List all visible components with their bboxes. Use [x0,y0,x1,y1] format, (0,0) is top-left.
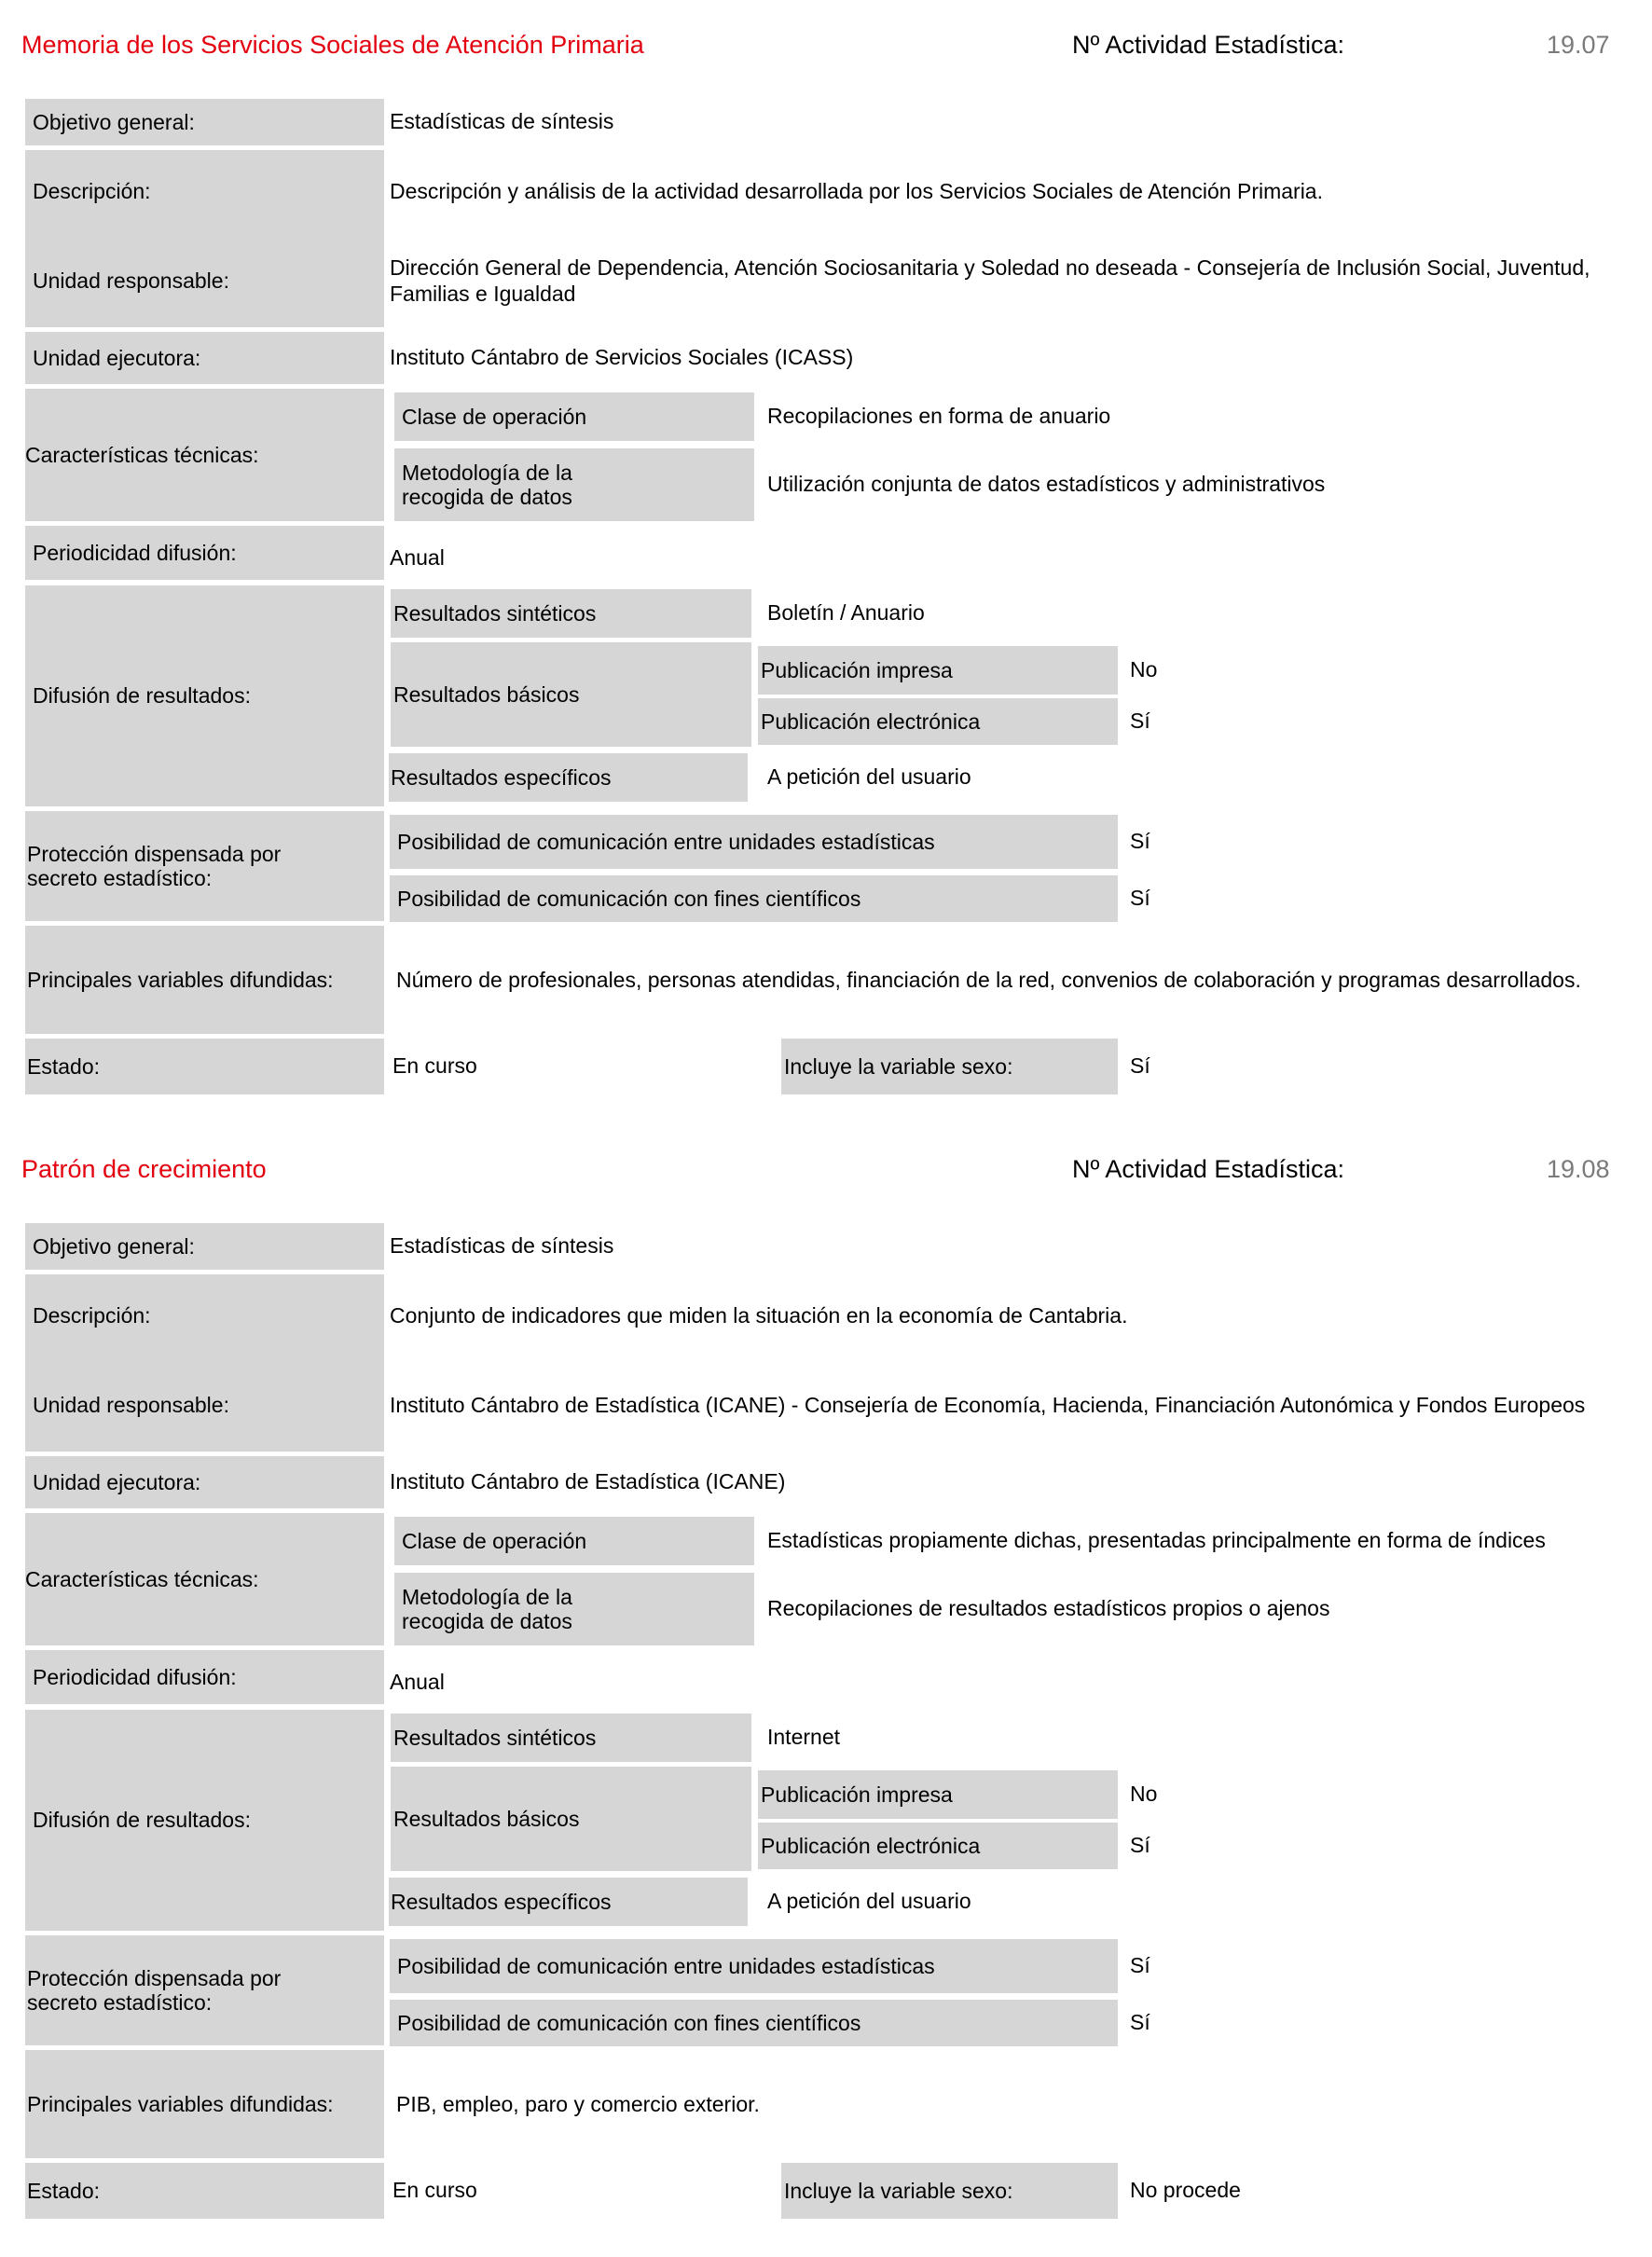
res-sinteticos-value: Boletín / Anuario [767,600,925,626]
estado-label: Estado: [25,1039,384,1094]
com-cientificos-value: Sí [1130,886,1150,911]
metodologia-label: Metodología de la recogida de datos [394,448,754,521]
difusion-label: Difusión de resultados: [25,1710,384,1931]
res-especificos-label: Resultados específicos [389,753,748,802]
proteccion-label: Protección dispensada por secreto estadístico: [25,1935,384,2045]
pub-impresa-label: Publicación impresa [758,1770,1118,1819]
com-cientificos-value: Sí [1130,2010,1150,2035]
difusion-label: Difusión de resultados: [25,585,384,806]
res-especificos-value: A petición del usuario [767,1889,971,1914]
pub-impresa-label: Publicación impresa [758,646,1118,695]
pub-impresa-value: No [1130,657,1158,682]
com-unidades-label: Posibilidad de comunicación entre unidades estadísticas [390,1939,1118,1993]
variables-value: Número de profesionales, personas atendidas, financiación de la red, convenios de colaboración y programas desarrollados. [396,968,1581,993]
com-unidades-value: Sí [1130,1953,1150,1978]
objetivo-value: Estadísticas de síntesis [390,109,614,134]
unidad-ejecutora-value: Instituto Cántabro de Estadística (ICANE) [390,1469,786,1494]
com-unidades-value: Sí [1130,829,1150,854]
pub-electronica-label: Publicación electrónica [758,698,1118,745]
periodicidad-value: Anual [390,1670,445,1695]
periodicidad-label: Periodicidad difusión: [25,526,384,580]
clase-operacion-value: Recopilaciones en forma de anuario [767,404,1111,429]
clase-operacion-label: Clase de operación [394,1517,754,1565]
objetivo-value: Estadísticas de síntesis [390,1233,614,1259]
res-sinteticos-value: Internet [767,1725,840,1750]
variables-value: PIB, empleo, paro y comercio exterior. [396,2092,760,2117]
descripcion-value: Descripción y análisis de la actividad desarrollada por los Servicios Sociales de Atención Primaria. [390,179,1323,204]
activity-number: 19.08 [1547,1155,1610,1183]
activity-number-label: Nº Actividad Estadística: [1072,31,1344,59]
clase-operacion-value: Estadísticas propiamente dichas, presentadas principalmente en forma de índices [767,1528,1546,1553]
unidad-ejecutora-label: Unidad ejecutora: [25,332,384,384]
periodicidad-value: Anual [390,545,445,571]
com-cientificos-label: Posibilidad de comunicación con fines científicos [390,875,1118,922]
section-title: Patrón de crecimiento [21,1155,267,1183]
unidad-responsable-value: Instituto Cántabro de Estadística (ICANE) - Consejería de Economía, Hacienda, Financiación Autonómica y Fondos Europeos [390,1393,1586,1418]
metodologia-label: Metodología de la recogida de datos [394,1573,754,1645]
variables-label: Principales variables difundidas: [25,2050,384,2158]
caracteristicas-label: Características técnicas: [25,389,384,521]
variables-label: Principales variables difundidas: [25,926,384,1034]
metodologia-value: Recopilaciones de resultados estadísticos propios o ajenos [767,1596,1330,1621]
objetivo-label: Objetivo general: [25,99,384,145]
objetivo-label: Objetivo general: [25,1223,384,1270]
res-especificos-value: A petición del usuario [767,764,971,790]
res-sinteticos-label: Resultados sintéticos [391,1713,751,1762]
variable-sexo-value: Sí [1130,1053,1150,1079]
res-especificos-label: Resultados específicos [389,1878,748,1926]
unidad-ejecutora-value: Instituto Cántabro de Servicios Sociales (ICASS) [390,345,854,370]
descripcion-label: Descripción: [33,179,151,204]
variable-sexo-label: Incluye la variable sexo: [781,1039,1118,1094]
estado-label: Estado: [25,2163,384,2219]
clase-operacion-label: Clase de operación [394,392,754,441]
res-basicos-label: Resultados básicos [391,642,751,747]
com-cientificos-label: Posibilidad de comunicación con fines científicos [390,2000,1118,2046]
section-title: Memoria de los Servicios Sociales de Atención Primaria [21,31,644,59]
activity-section-1 [0,0,1652,1119]
activity-number: 19.07 [1547,31,1610,59]
descripcion-label: Descripción: [33,1303,151,1328]
estado-value: En curso [392,1053,477,1079]
unidad-responsable-label: Unidad responsable: [33,1393,229,1418]
activity-number-label: Nº Actividad Estadística: [1072,1155,1344,1183]
proteccion-label: Protección dispensada por secreto estadístico: [25,811,384,921]
pub-electronica-label: Publicación electrónica [758,1823,1118,1869]
pub-impresa-value: No [1130,1782,1158,1807]
pub-electronica-value: Sí [1130,709,1150,734]
res-sinteticos-label: Resultados sintéticos [391,589,751,638]
metodologia-value: Utilización conjunta de datos estadísticos y administrativos [767,472,1326,497]
variable-sexo-label: Incluye la variable sexo: [781,2163,1118,2219]
periodicidad-label: Periodicidad difusión: [25,1650,384,1704]
res-basicos-label: Resultados básicos [391,1767,751,1871]
activity-section-2 [0,1124,1652,2243]
estado-value: En curso [392,2178,477,2203]
com-unidades-label: Posibilidad de comunicación entre unidades estadísticas [390,815,1118,869]
unidad-responsable-label: Unidad responsable: [33,268,229,294]
pub-electronica-value: Sí [1130,1833,1150,1858]
variable-sexo-value: No procede [1130,2178,1241,2203]
unidad-responsable-value: Dirección General de Dependencia, Atención Sociosanitaria y Soledad no deseada - Consejería de Inclusión Social, Juventud, Familias e Igualdad [390,255,1590,306]
descripcion-value: Conjunto de indicadores que miden la situación en la economía de Cantabria. [390,1303,1128,1328]
caracteristicas-label: Características técnicas: [25,1513,384,1645]
unidad-ejecutora-label: Unidad ejecutora: [25,1456,384,1508]
